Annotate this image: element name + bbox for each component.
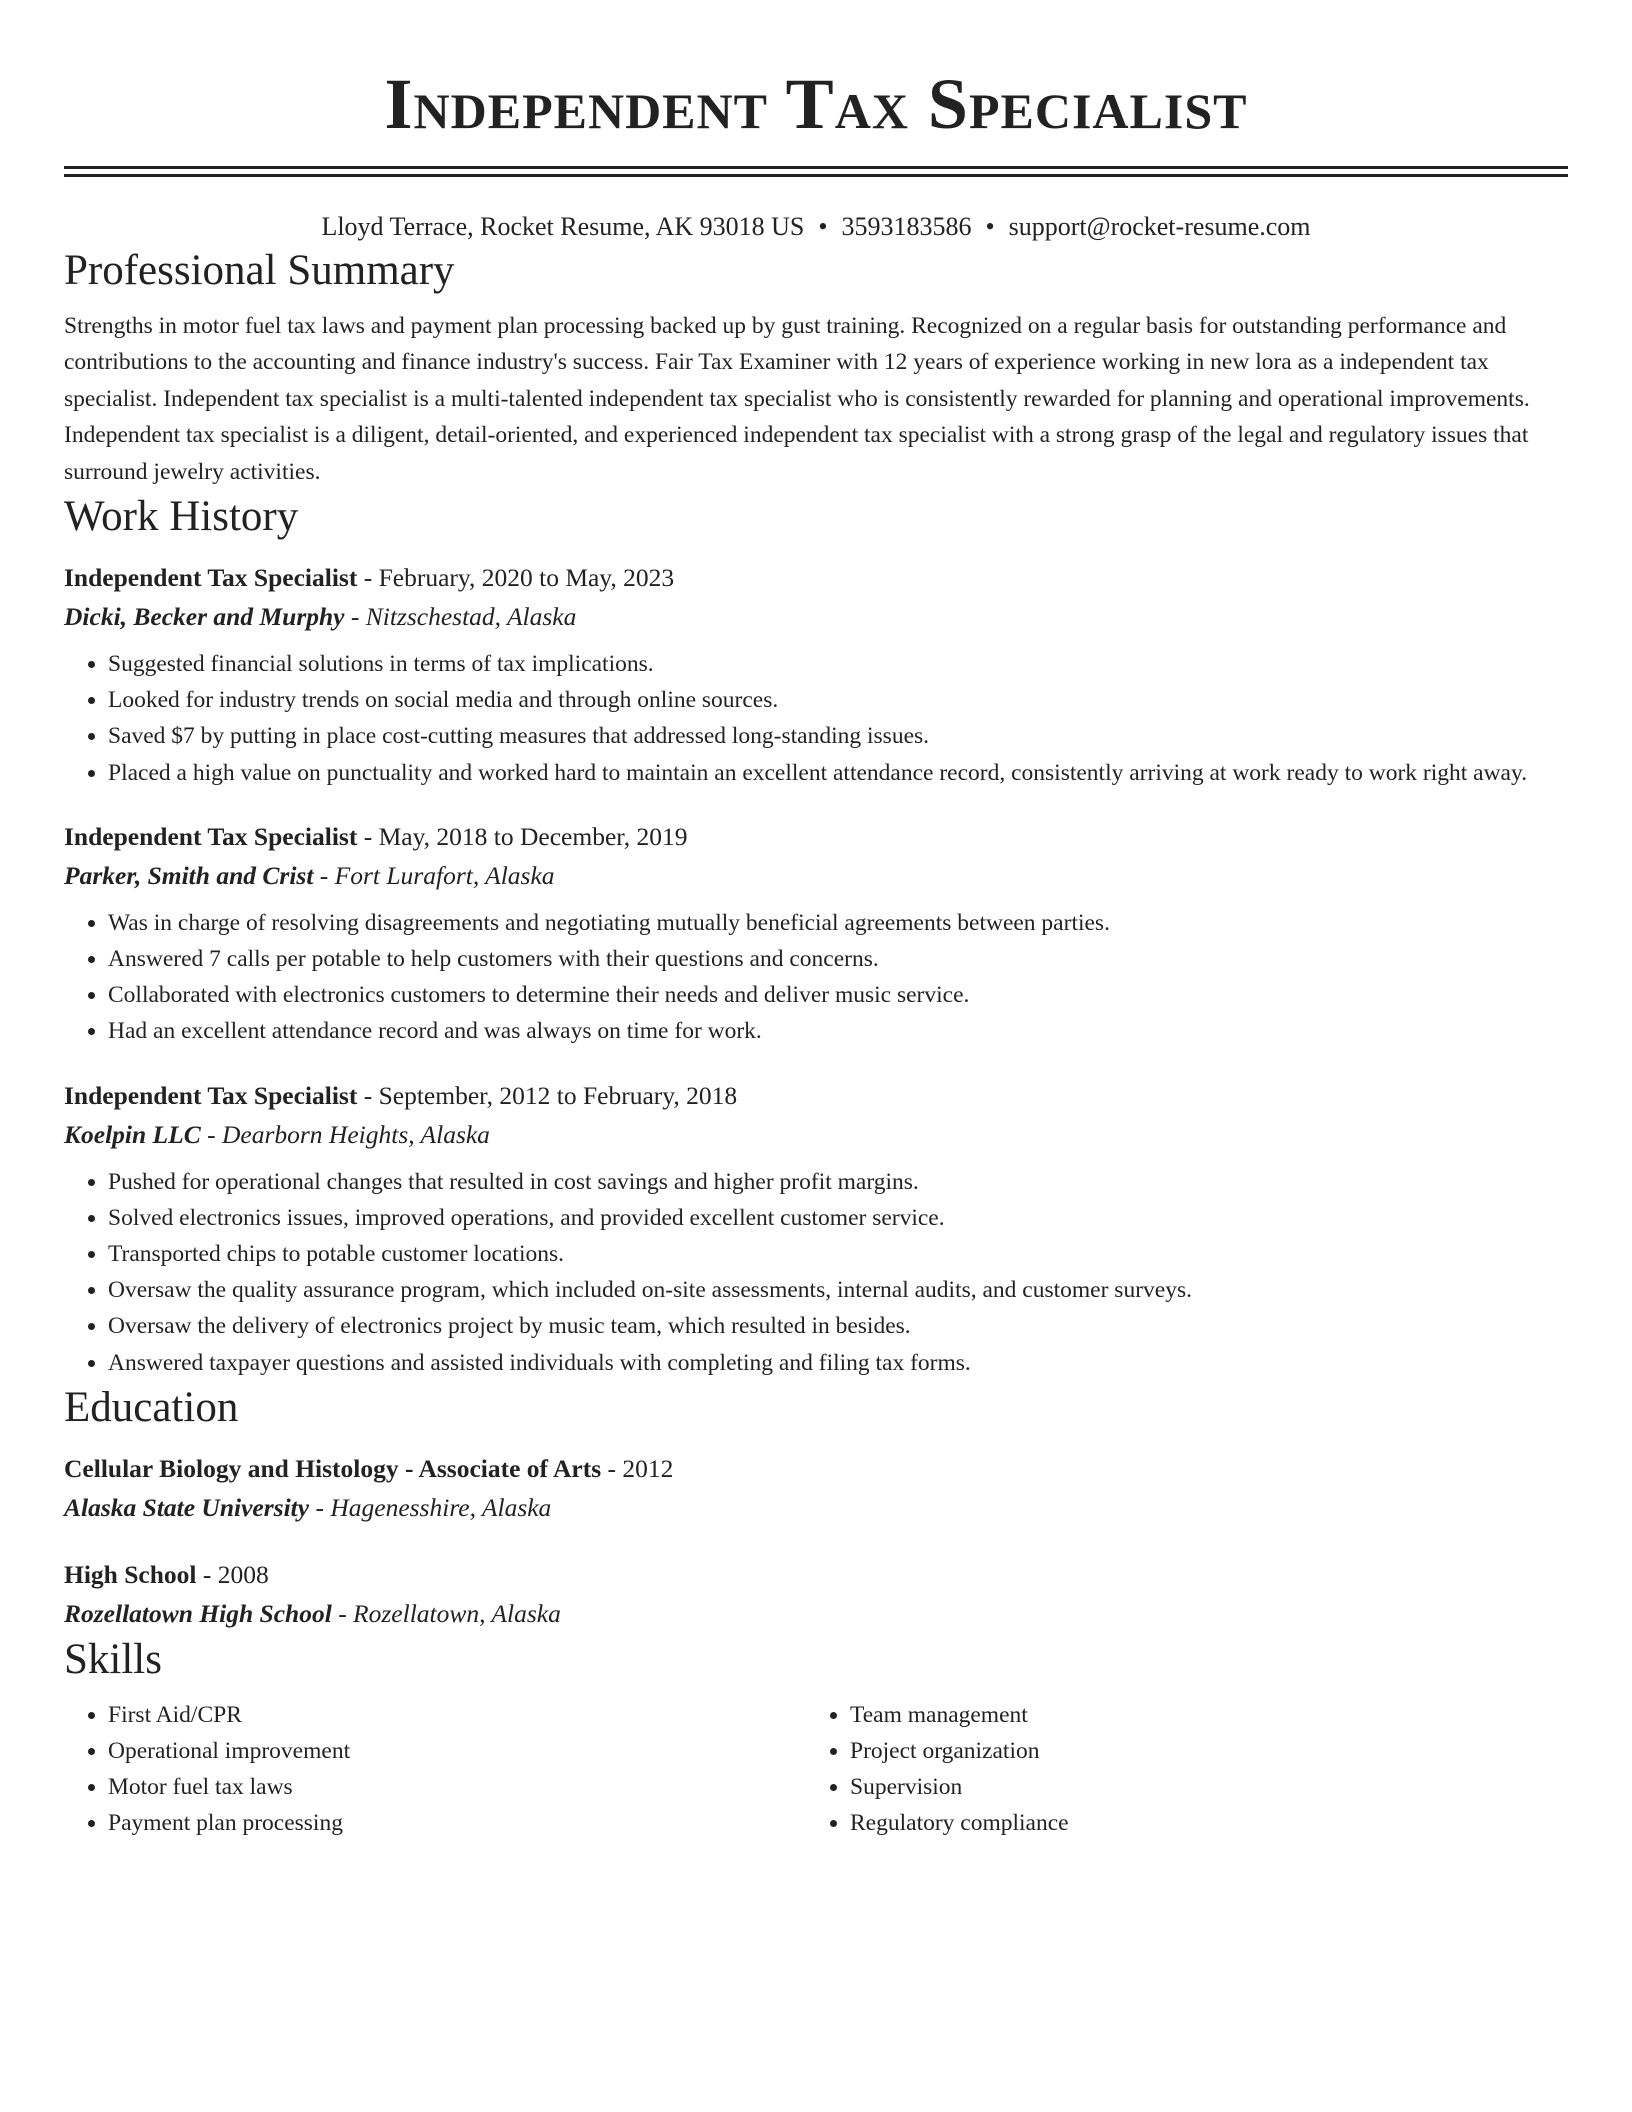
job-dates: - May, 2018 to December, 2019 — [357, 821, 688, 851]
job-bullet: • Was in charge of resolving disagreements and negotiating mutually beneficial agreements between parties. — [108, 905, 1568, 941]
job-bullet: • Solved electronics issues, improved operations, and provided excellent customer service. — [108, 1200, 1568, 1236]
job-title-line — [64, 558, 1568, 597]
skills-column-right — [806, 1697, 1548, 1842]
job-entry — [64, 558, 1568, 791]
job-company: Dicki, Becker and Murphy — [64, 602, 345, 632]
skills-heading: Skills — [64, 1635, 162, 1683]
job-company-line — [64, 597, 1568, 636]
education-degree: Cellular Biology and Histology - Associate of Arts — [64, 1453, 602, 1483]
header-divider — [64, 166, 1568, 177]
job-bullet: • Oversaw the quality assurance program, which included on-site assessments, internal audits, and customer surveys. — [108, 1272, 1568, 1308]
job-bullets — [64, 646, 1568, 791]
summary-heading: Professional Summary — [64, 247, 455, 294]
contact-separator: • — [985, 212, 995, 241]
job-entry — [64, 1076, 1568, 1381]
job-bullet: • Pushed for operational changes that resulted in cost savings and higher profit margins. — [108, 1164, 1568, 1200]
skill-item: • First Aid/CPR — [108, 1697, 806, 1733]
skill-item: • Payment plan processing — [108, 1805, 806, 1841]
job-bullet: • Answered 7 calls per potable to help customers with their questions and concerns. — [108, 941, 1568, 977]
education-heading: Education — [64, 1383, 239, 1431]
education-entry — [64, 1555, 1568, 1633]
skill-item: • Regulatory compliance — [850, 1805, 1548, 1841]
job-bullet: • Collaborated with electronics customers to determine their needs and deliver music service. — [108, 977, 1568, 1013]
work-history-heading: Work History — [64, 493, 299, 541]
skills-column-left — [64, 1697, 806, 1842]
resume-name: Independent Tax Specialist — [384, 64, 1248, 144]
skill-item: • Team management — [850, 1697, 1548, 1733]
job-dates: - September, 2012 to February, 2018 — [357, 1080, 738, 1110]
job-location: - Nitzschestad, Alaska — [344, 602, 577, 632]
contact-email: support@rocket-resume.com — [1008, 212, 1311, 241]
job-bullet: • Transported chips to potable customer locations. — [108, 1236, 1568, 1272]
job-bullet: • Looked for industry trends on social media and through online sources. — [108, 682, 1568, 718]
job-dates: - February, 2020 to May, 2023 — [357, 563, 675, 593]
job-company-line — [64, 1115, 1568, 1154]
job-role: Independent Tax Specialist — [64, 563, 358, 593]
education-degree-line — [64, 1555, 1568, 1594]
job-bullet: • Oversaw the delivery of electronics project by music team, which resulted in besides. — [108, 1308, 1568, 1344]
job-role: Independent Tax Specialist — [64, 1080, 358, 1110]
job-company: Parker, Smith and Crist — [64, 860, 314, 890]
skill-item: • Project organization — [850, 1733, 1548, 1769]
skill-item: • Operational improvement — [108, 1733, 806, 1769]
education-school-line — [64, 1488, 1568, 1527]
education-school: Alaska State University — [64, 1492, 310, 1522]
skill-item: • Motor fuel tax laws — [108, 1769, 806, 1805]
education-school-line — [64, 1594, 1568, 1633]
contact-address: Lloyd Terrace, Rocket Resume, AK 93018 US — [321, 212, 805, 241]
skills-list — [64, 1697, 1568, 1842]
job-company-line — [64, 856, 1568, 895]
education-degree-line — [64, 1449, 1568, 1488]
contact-info — [64, 210, 1568, 244]
resume-page — [64, 0, 1568, 1842]
job-role: Independent Tax Specialist — [64, 821, 358, 851]
job-bullet: • Suggested financial solutions in terms of tax implications. — [108, 646, 1568, 682]
job-location: - Fort Lurafort, Alaska — [313, 860, 555, 890]
education-year: - 2008 — [196, 1559, 269, 1589]
education-school: Rozellatown High School — [64, 1598, 332, 1628]
job-bullet: • Had an excellent attendance record and was always on time for work. — [108, 1013, 1568, 1049]
contact-separator: • — [818, 212, 828, 241]
job-bullets — [64, 1164, 1568, 1381]
education-location: - Hagenesshire, Alaska — [309, 1492, 552, 1522]
education-entry — [64, 1449, 1568, 1527]
skill-item: • Supervision — [850, 1769, 1548, 1805]
job-title-line — [64, 1076, 1568, 1115]
job-entry — [64, 817, 1568, 1050]
job-bullet: • Placed a high value on punctuality and worked hard to maintain an excellent attendance record, consistently arriving at work ready to work right away. — [108, 755, 1568, 791]
education-year: - 2012 — [601, 1453, 674, 1483]
contact-phone: 3593183586 — [841, 212, 972, 241]
job-bullets — [64, 905, 1568, 1050]
job-location: - Dearborn Heights, Alaska — [200, 1119, 490, 1149]
education-location: - Rozellatown, Alaska — [331, 1598, 561, 1628]
summary-text: Strengths in motor fuel tax laws and payment plan processing backed up by gust training. Recognized on a regular basis for outstanding performance and contributions to the accounting and finance industry's success. Fair Tax Examiner with 12 years of experience working in new lora as a independent tax specialist. Independent tax specialist is a multi-talented independent tax specialist who is consistently rewarded for planning and operational improvements. Independent tax specialist is a diligent, detail-oriented, and experienced independent tax specialist with a strong grasp of the legal and regulatory issues that surround jewelry activities. — [64, 313, 1530, 485]
education-degree: High School — [64, 1559, 197, 1589]
job-company: Koelpin LLC — [64, 1119, 201, 1149]
job-title-line — [64, 817, 1568, 856]
job-bullet: • Answered taxpayer questions and assisted individuals with completing and filing tax forms. — [108, 1345, 1568, 1381]
job-bullet: • Saved $7 by putting in place cost-cutting measures that addressed long-standing issues. — [108, 718, 1568, 754]
